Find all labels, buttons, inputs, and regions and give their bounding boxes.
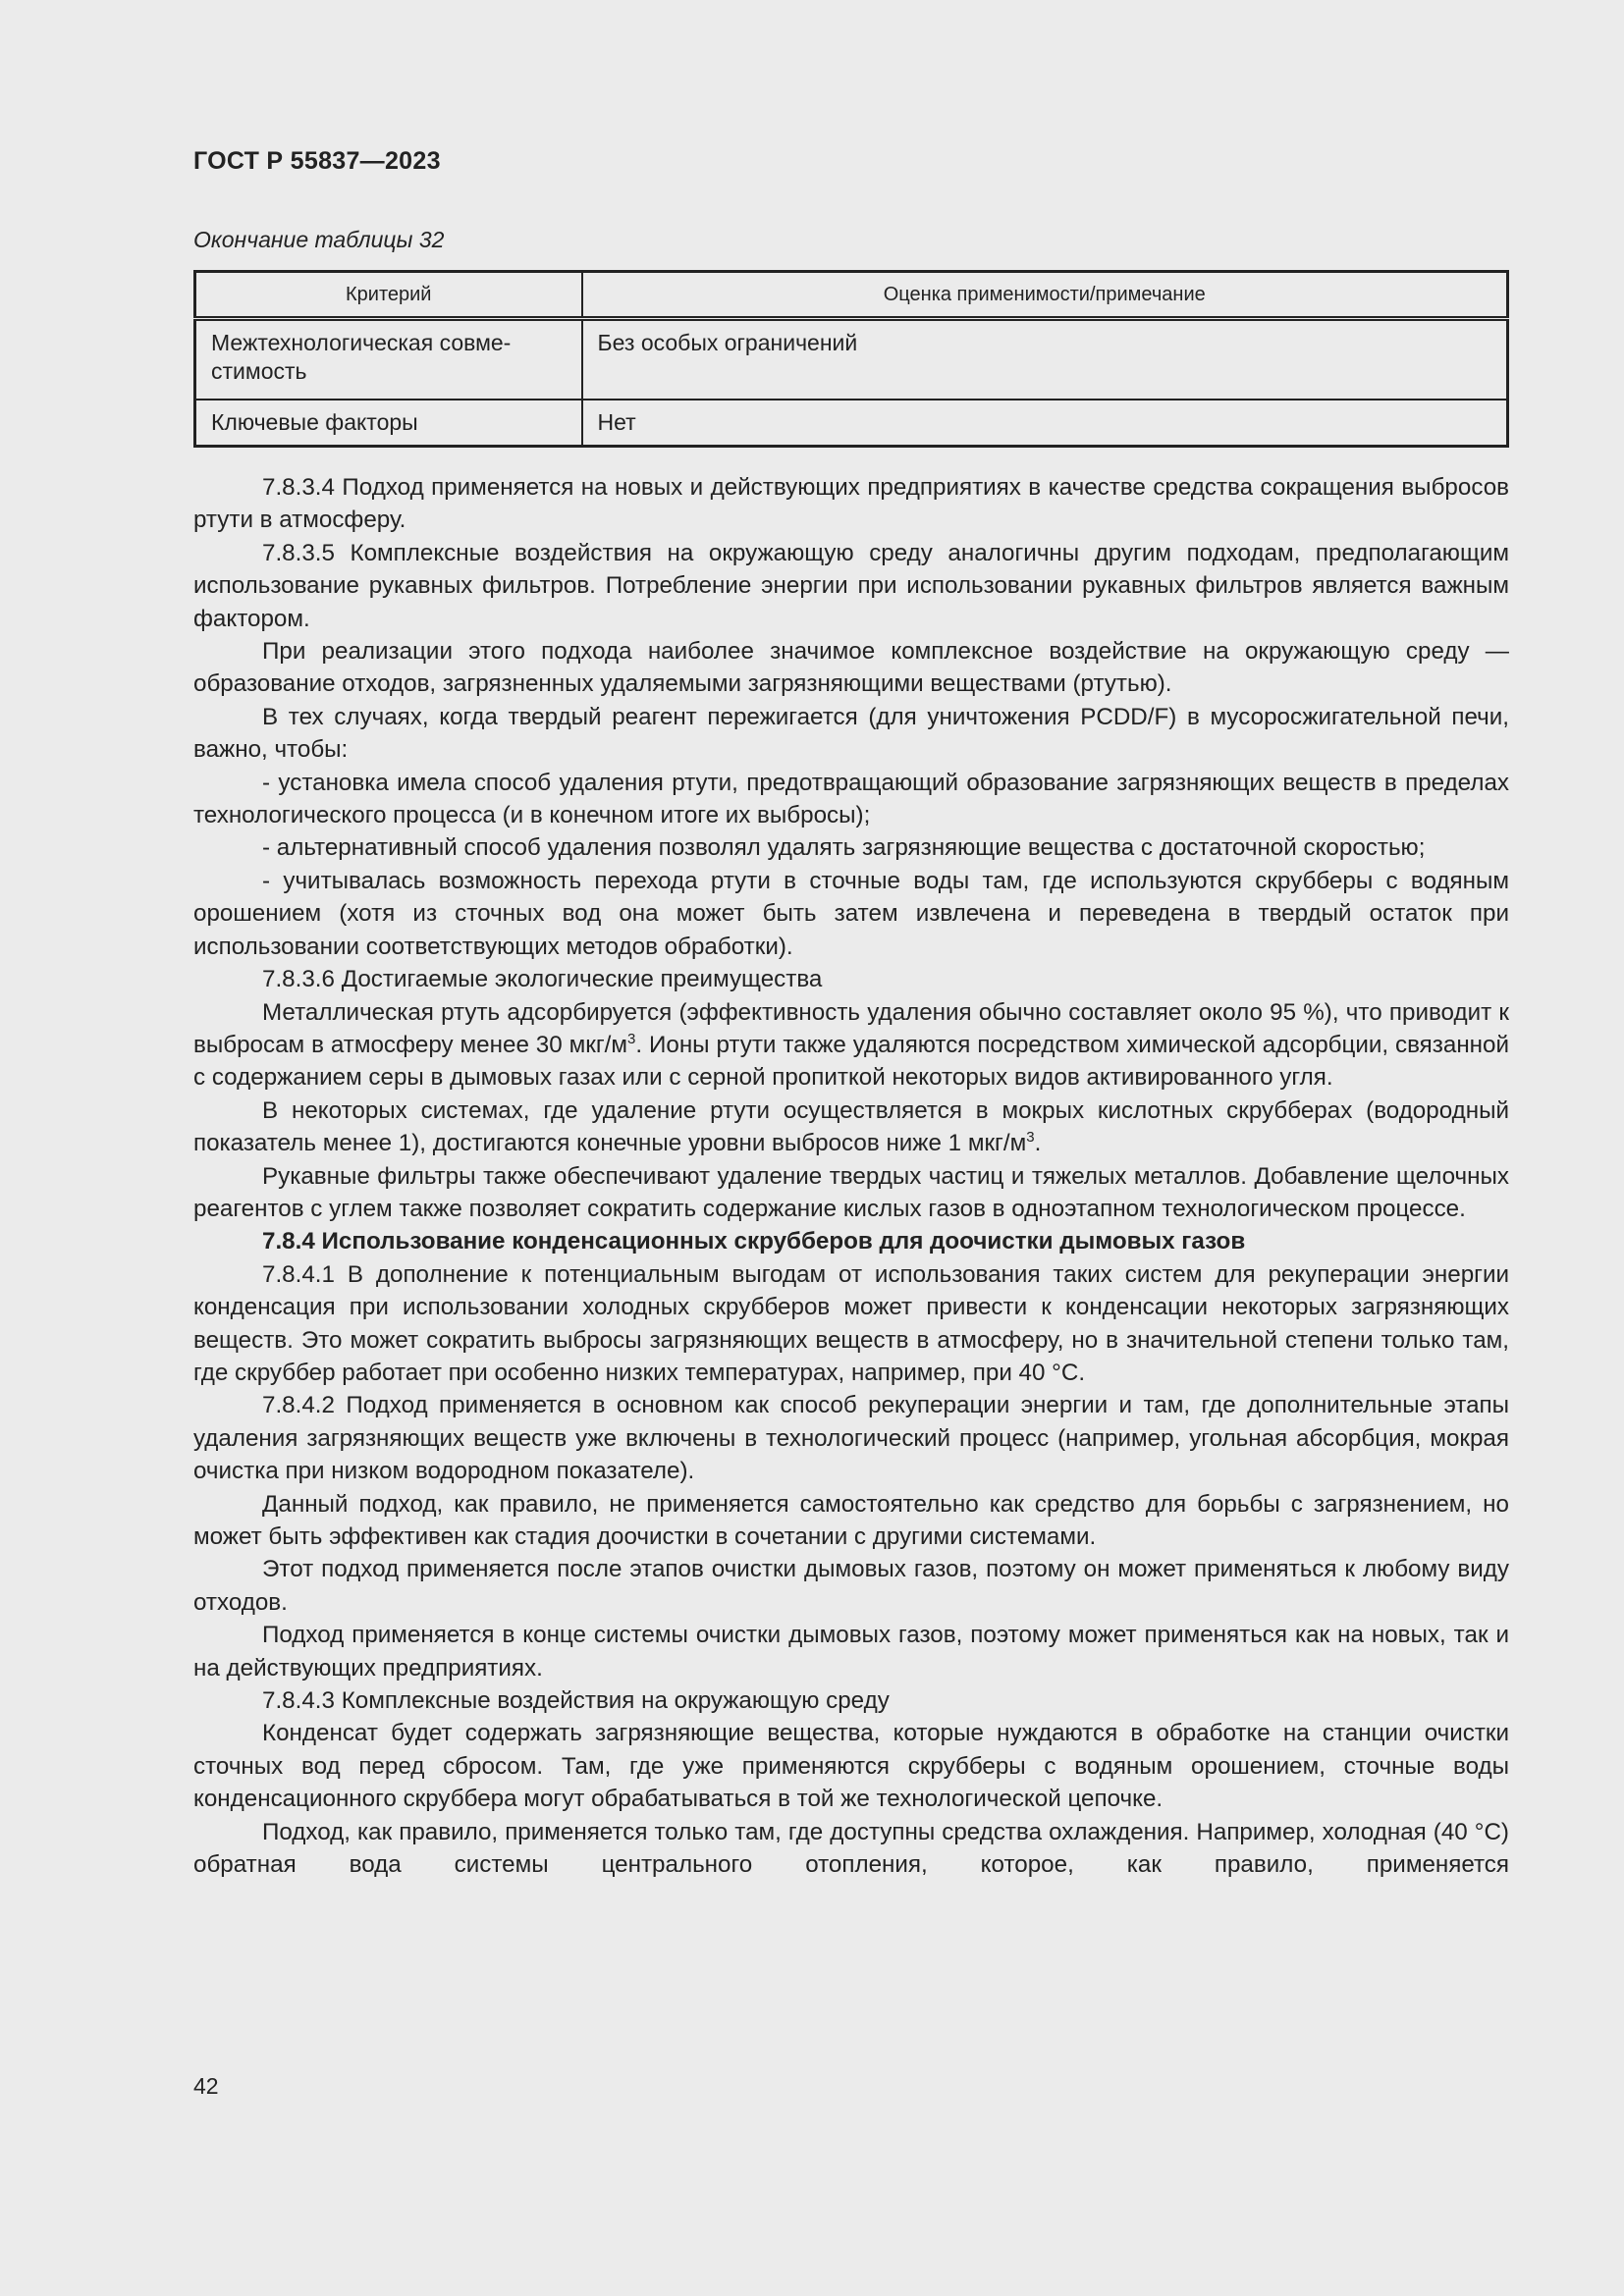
- table-cell: Межтехнологическая совме- стимость: [195, 319, 582, 400]
- paragraph: 7.8.3.4 Подход применяется на новых и действующих предприятиях в качестве средства сокращения выбросов ртути в атмосферу.: [193, 474, 1509, 534]
- paragraph: [193, 1095, 1509, 1160]
- paragraph: Подход применяется в конце системы очистки дымовых газов, поэтому может применяться как на новых, так и на действующих предприятиях.: [193, 1622, 1509, 1682]
- table-row: [195, 319, 1508, 400]
- text-run: Металлическая ртуть адсорбируется (эффективность удаления обычно составляет около 95 %), что приводит к выбросам в атмосферу менее 30 мкг/м: [193, 998, 1509, 1058]
- paragraph: Данный подход, как правило, не применяется самостоятельно как средство для борьбы с загрязнением, но может быть эффективен как стадия доочистки в сочетании с другими системами.: [193, 1490, 1509, 1550]
- list-item: - установка имела способ удаления ртути, предотвращающий образование загрязняющих веществ в пределах технологического процесса (и в конечном итоге их выбросы);: [193, 769, 1509, 829]
- section-heading: 7.8.4.3 Комплексные воздействия на окружающую среду: [262, 1687, 890, 1715]
- paragraph: [193, 996, 1509, 1095]
- paragraph: Конденсат будет содержать загрязняющие вещества, которые нуждаются в обработке на станции очистки сточных вод перед сбросом. Там, где уже применяются скрубберы с водяным орошением, сточные воды конденсационного скруббера могут обрабатываться в той же технологической цепочке.: [193, 1720, 1509, 1813]
- paragraph: При реализации этого подхода наиболее значимое комплексное воздействие на окружающую среду — образование отходов, загрязненных удаляемыми загрязняющими веществами (ртутью).: [193, 638, 1509, 698]
- section-title: 7.8.4 Использование конденсационных скрубберов для доочистки дымовых газов: [262, 1228, 1246, 1255]
- page-number: 42: [193, 2073, 219, 2099]
- table-cell: Ключевые факторы: [195, 400, 582, 447]
- paragraph: Этот подход применяется после этапов очистки дымовых газов, поэтому он может применяться к любому виду отходов.: [193, 1556, 1509, 1616]
- superscript: 3: [1026, 1129, 1035, 1147]
- paragraph: 7.8.3.5 Комплексные воздействия на окружающую среду аналогичны другим подходам, предполагающим использование рукавных фильтров. Потребление энергии при использовании рукавных фильтров является важным фактором.: [193, 539, 1509, 632]
- paragraph: 7.8.4.2 Подход применяется в основном как способ рекуперации энергии и там, где дополнительные этапы удаления загрязняющих веществ уже включены в технологический процесс (например, угольная абсорбция, мокрая очистка при низком водородном показателе).: [193, 1392, 1509, 1485]
- table-header-cell: Критерий: [195, 272, 582, 319]
- superscript: 3: [627, 1030, 636, 1047]
- text-run: В некоторых системах, где удаление ртути осуществляется в мокрых кислотных скрубберах (водородный показатель менее 1), достигаются конечные уровни выбросов ниже 1 мкг/м: [193, 1096, 1509, 1157]
- document-header: ГОСТ Р 55837—2023: [193, 147, 441, 175]
- paragraph: В тех случаях, когда твердый реагент пережигается (для уничтожения PCDD/F) в мусоросжигательной печи, важно, чтобы:: [193, 703, 1509, 764]
- paragraph: Рукавные фильтры также обеспечивают удаление твердых частиц и тяжелых металлов. Добавление щелочных реагентов с углем также позволяет сократить содержание кислых газов в одноэтапном технологическом процессе.: [193, 1162, 1509, 1222]
- paragraph: 7.8.4.1 В дополнение к потенциальным выгодам от использования таких систем для рекуперации энергии конденсация при использовании холодных скрубберов может привести к конденсации некоторых загрязняющих веществ. Это может сократить выбросы загрязняющих веществ в атмосферу, но в значительной степени только там, где скруббер работает при особенно низких температурах, например, при 40 °С.: [193, 1260, 1509, 1386]
- table-cell: Нет: [582, 400, 1508, 447]
- list-item: - учитывалась возможность перехода ртути в сточные воды там, где используются скрубберы с водяным орошением (хотя из сточных вод она может быть затем извлечена и переведена в твердый остаток при использовании соответствующих методов обработки).: [193, 867, 1509, 960]
- table-row: [195, 400, 1508, 447]
- table-header-cell: Оценка применимости/примечание: [582, 272, 1508, 319]
- criteria-table: [193, 270, 1509, 448]
- text-run: .: [1034, 1130, 1042, 1157]
- paragraph: Подход, как правило, применяется только там, где доступны средства охлаждения. Например, холодная (40 °С) обратная вода системы центрального отопления, которое, как правило, применяется: [193, 1818, 1509, 1879]
- list-item: - альтернативный способ удаления позволял удалять загрязняющие вещества с достаточной скоростью;: [262, 834, 1426, 862]
- table-caption: Окончание таблицы 32: [193, 227, 445, 252]
- table-header-row: [195, 272, 1508, 319]
- body-text: [193, 471, 1509, 1881]
- table-cell: Без особых ограничений: [582, 319, 1508, 400]
- text-run: . Ионы ртути также удаляются посредством химической адсорбции, связанной с содержанием серы в дымовых газах или с серной пропиткой некоторых видов активированного угля.: [193, 1031, 1509, 1092]
- section-heading: 7.8.3.6 Достигаемые экологические преимущества: [262, 966, 823, 993]
